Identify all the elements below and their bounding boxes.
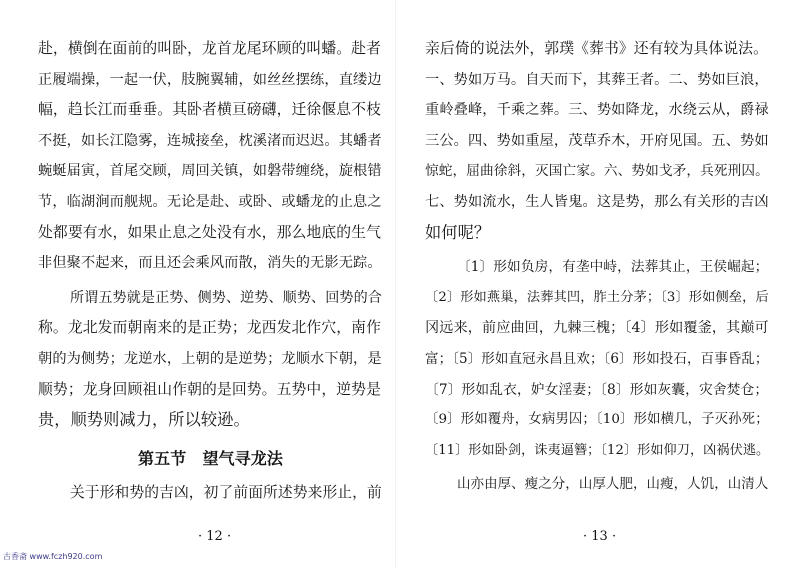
- page-number: · 13 ·: [583, 529, 617, 544]
- text-line: 三公。四、势如重屋，茂草乔木，开府见国。五、势如: [425, 132, 769, 149]
- text-line: 〔9〕形如覆舟，女病男囚；〔10〕形如横几，子灭孙死；: [425, 412, 769, 428]
- section-heading: 第五节 望气寻龙法: [138, 448, 283, 468]
- left-page-body: [38, 34, 383, 509]
- text-line: 幅，趋长江而垂垂。其卧者横亘磅礴，迁徐偃息不枝: [38, 101, 381, 119]
- text-line: 山亦由厚、瘦之分，山厚人肥，山瘦，人饥，山清人: [457, 477, 769, 493]
- page-number: · 12 ·: [198, 529, 232, 544]
- text-line: 〔1〕形如负房，有垄中峙，法葬其止，王侯崛起；: [457, 259, 769, 276]
- text-line: 〔11〕形如卧剑，诛夷逼簪；〔12〕形如仰刀，凶祸伏逃。: [425, 442, 770, 458]
- text-line: 冈远来，前应曲回，九棘三槐；〔4〕形如覆釜，其巅可: [425, 320, 769, 337]
- text-line: 亲后倚的说法外，郭璞《葬书》还有较为具体说法。: [425, 40, 768, 57]
- left-page: [0, 0, 396, 568]
- text-line: 〔2〕形如燕巢，法葬其凹，胙土分茅；〔3〕形如侧垒，后: [425, 289, 769, 305]
- text-line: 顺势；龙身回顾祖山作朝的是回势。五势中，逆势是: [38, 380, 381, 398]
- text-line: 正履端操，一起一伏，肢腕翼辅，如丝丝摆练，直缕边: [38, 71, 382, 88]
- text-line: 处都要有水，如果止息之处没有水，那么地底的生气: [38, 223, 381, 241]
- text-line: 贵，顺势则减力，所以较逊。: [38, 410, 250, 430]
- text-line: 〔7〕形如乱衣，妒女淫妻；〔8〕形如灰囊，灾舍焚仓；: [425, 381, 769, 398]
- text-line: 赴，横倒在面前的叫卧，龙首龙尾环顾的叫蟠。赴者: [38, 40, 381, 57]
- text-line: 非但聚不起来，而且还会乘风而散，消失的无影无踪。: [38, 255, 382, 272]
- text-line: 不挺，如长江隐雾，连城接垒，枕溪渚而迟迟。其蟠者: [38, 132, 382, 149]
- text-line: 如何呢？: [425, 222, 491, 242]
- text-line: 所谓五势就是正势、侧势、逆势、顺势、回势的合: [70, 289, 382, 306]
- text-line: 称。龙北发而朝南来的是正势；龙西发北作穴，南作: [38, 319, 381, 337]
- page-gutter: [395, 0, 396, 568]
- text-line: 惊蛇，屈曲徐斜，灭国亡家。六、势如戈矛，兵死刑囚。: [425, 163, 769, 180]
- text-line: 七、势如流水，生人皆鬼。这是势，那么有关形的吉凶: [425, 193, 769, 210]
- text-line: 一、势如万马。自天而下，其葬王者。二、势如巨浪，: [425, 71, 769, 88]
- text-line: 关于形和势的吉凶，初了前面所述势来形止，前: [70, 484, 382, 502]
- text-line: 蜿蜒届寅，首尾交顾，周回关镇，如磐带缠绕，旋根错: [38, 163, 382, 180]
- text-line: 重岭叠峰，千乘之葬。三、势如降龙，水绕云从，爵禄: [425, 102, 769, 119]
- right-page-body: [425, 34, 770, 501]
- text-line: 朝的为侧势；龙逆水，上朝的是逆势；龙顺水下朝，是: [38, 350, 382, 367]
- text-line: 富；〔5〕形如直冠永昌且欢；〔6〕形如投石，百事昏乱；: [425, 350, 769, 367]
- text-line: 节，临湖涧而舰规。无论是赴、或卧、或蟠龙的止息之: [38, 193, 382, 210]
- site-watermark: 古香斋 www.fczh920.com: [3, 552, 103, 561]
